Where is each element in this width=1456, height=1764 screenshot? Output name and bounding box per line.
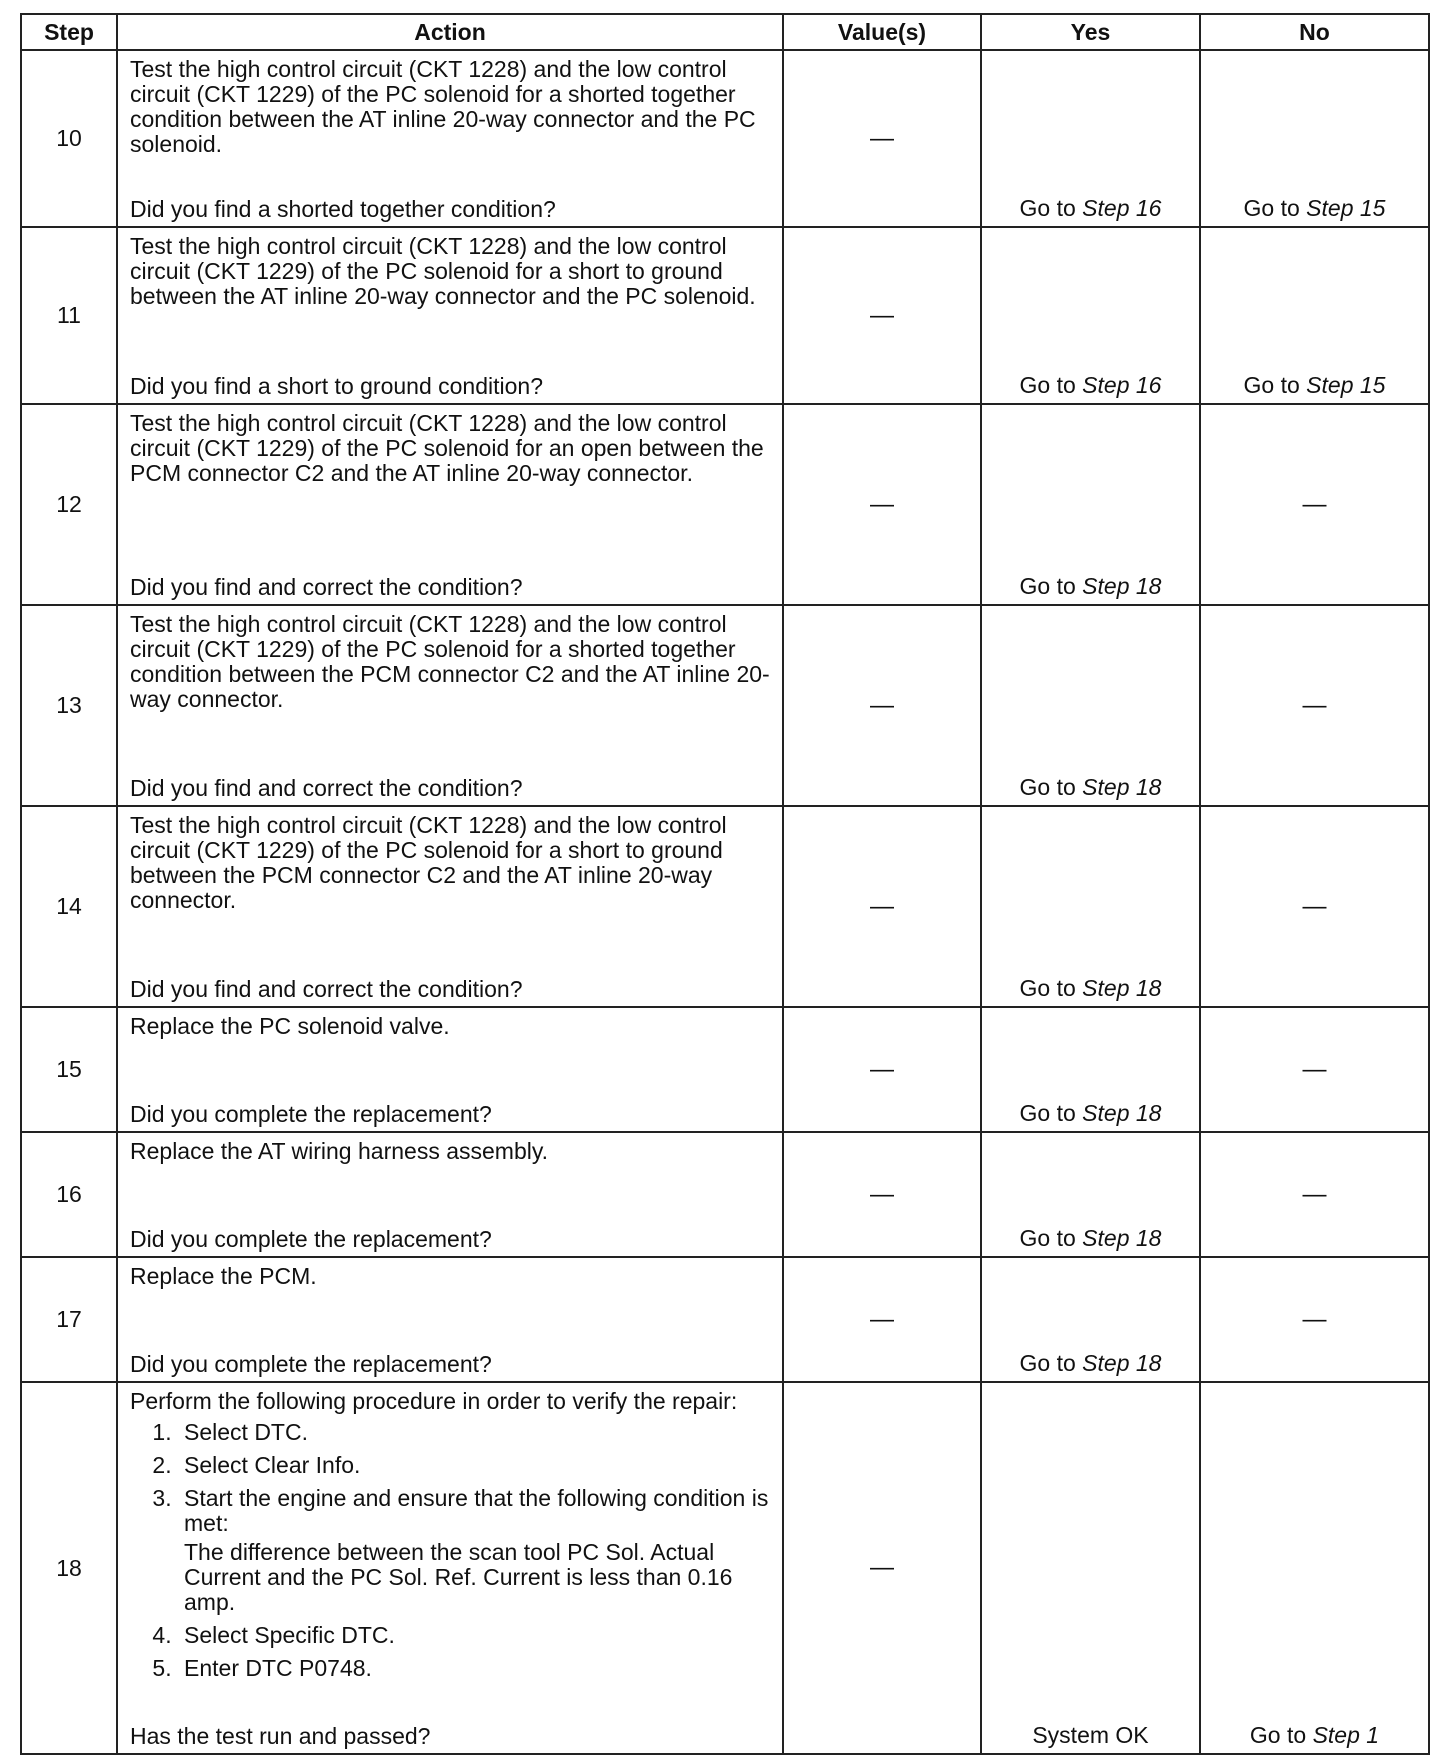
goto-label: Go to xyxy=(1019,1225,1076,1251)
action-text: Replace the PCM. xyxy=(130,1263,317,1289)
goto-label: Go to xyxy=(1019,774,1076,800)
action-cell xyxy=(117,50,783,227)
table-row xyxy=(21,1007,1429,1132)
no-cell: — xyxy=(1200,404,1429,605)
goto-label: Go to xyxy=(1243,372,1300,398)
table-row xyxy=(21,806,1429,1007)
goto-step-link: Step 15 xyxy=(1306,195,1386,221)
table-row xyxy=(21,227,1429,404)
step-number: 11 xyxy=(21,227,117,404)
condition-note: The difference between the scan tool PC Sol. Actual Current and the PC Sol. Ref. Current is less than 0.16 amp. xyxy=(184,1539,733,1615)
step-number: 16 xyxy=(21,1132,117,1257)
value-cell: — xyxy=(783,605,981,806)
action-cell xyxy=(117,605,783,806)
list-item: 2. Select Clear Info. xyxy=(178,1453,772,1478)
action-text: Test the high control circuit (CKT 1228) and the low control circuit (CKT 1229) of the PC solenoid for a shorted together condition between the AT inline 20-way connector and the PC solenoid. xyxy=(130,56,756,157)
action-text: Perform the following procedure in order to verify the repair: xyxy=(130,1388,738,1414)
table-row xyxy=(21,1382,1429,1754)
goto-step-link: Step 18 xyxy=(1082,1350,1162,1376)
goto-step-link: Step 18 xyxy=(1082,1100,1162,1126)
goto-label: Go to xyxy=(1019,195,1076,221)
goto-step-link: Step 18 xyxy=(1082,573,1162,599)
diagnostic-table xyxy=(20,13,1430,1755)
table-row xyxy=(21,1257,1429,1382)
action-text: Test the high control circuit (CKT 1228) and the low control circuit (CKT 1229) of the PC solenoid for a shorted together condition between the PCM connector C2 and the AT inline 20-way connector. xyxy=(130,611,770,712)
action-text: Test the high control circuit (CKT 1228) and the low control circuit (CKT 1229) of the PC solenoid for a short to ground between the AT inline 20-way connector and the PC solenoid. xyxy=(130,233,756,309)
table-row xyxy=(21,404,1429,605)
no-cell xyxy=(1200,50,1429,227)
action-question: Did you find and correct the condition? xyxy=(130,775,523,801)
value-cell: — xyxy=(783,1382,981,1754)
yes-cell xyxy=(981,227,1200,404)
step-number: 13 xyxy=(21,605,117,806)
table-row xyxy=(21,50,1429,227)
action-text: Replace the AT wiring harness assembly. xyxy=(130,1138,549,1164)
step-number: 17 xyxy=(21,1257,117,1382)
no-cell: — xyxy=(1200,1132,1429,1257)
goto-step-link: Step 1 xyxy=(1312,1722,1380,1748)
action-question: Did you find and correct the condition? xyxy=(130,976,523,1002)
yes-cell xyxy=(981,404,1200,605)
yes-cell: System OK xyxy=(981,1382,1200,1754)
step-number: 18 xyxy=(21,1382,117,1754)
action-question: Did you complete the replacement? xyxy=(130,1351,492,1377)
goto-label: Go to xyxy=(1019,975,1076,1001)
value-cell: — xyxy=(783,227,981,404)
goto-step-link: Step 15 xyxy=(1306,372,1386,398)
table-row xyxy=(21,605,1429,806)
action-question: Has the test run and passed? xyxy=(130,1723,431,1749)
goto-label: Go to xyxy=(1019,372,1076,398)
header-row xyxy=(21,14,1429,50)
diagnostic-table-page xyxy=(20,13,1428,1755)
no-cell: — xyxy=(1200,605,1429,806)
goto-label: Go to xyxy=(1249,1722,1307,1748)
no-cell: — xyxy=(1200,1257,1429,1382)
yes-cell xyxy=(981,605,1200,806)
list-item: 5. Enter DTC P0748. xyxy=(178,1656,772,1681)
goto-label: Go to xyxy=(1019,1100,1076,1126)
list-item: 1. Select DTC. xyxy=(178,1420,772,1445)
step-number: 14 xyxy=(21,806,117,1007)
header-values: Value(s) xyxy=(783,14,981,50)
goto-step-link: Step 18 xyxy=(1082,774,1162,800)
yes-cell xyxy=(981,1007,1200,1132)
action-cell xyxy=(117,1257,783,1382)
goto-step-link: Step 18 xyxy=(1082,975,1162,1001)
header-yes: Yes xyxy=(981,14,1200,50)
action-cell xyxy=(117,806,783,1007)
goto-label: Go to xyxy=(1019,1350,1076,1376)
action-cell xyxy=(117,404,783,605)
no-cell xyxy=(1200,1382,1429,1754)
value-cell: — xyxy=(783,806,981,1007)
header-no: No xyxy=(1200,14,1429,50)
action-question: Did you find a shorted together condition? xyxy=(130,196,556,222)
step-number: 15 xyxy=(21,1007,117,1132)
action-cell xyxy=(117,1007,783,1132)
goto-label: Go to xyxy=(1019,573,1076,599)
no-cell xyxy=(1200,227,1429,404)
yes-cell xyxy=(981,50,1200,227)
table-row xyxy=(21,1132,1429,1257)
action-cell xyxy=(117,227,783,404)
action-question: Did you find and correct the condition? xyxy=(130,574,523,600)
step-number: 10 xyxy=(21,50,117,227)
action-text: Test the high control circuit (CKT 1228) and the low control circuit (CKT 1229) of the PC solenoid for a short to ground between the PCM connector C2 and the AT inline 20-way connector. xyxy=(130,812,727,913)
action-text: Test the high control circuit (CKT 1228) and the low control circuit (CKT 1229) of the PC solenoid for an open between the PCM connector C2 and the AT inline 20-way connector. xyxy=(130,410,764,486)
value-cell: — xyxy=(783,404,981,605)
value-cell: — xyxy=(783,1132,981,1257)
list-item: 3. Start the engine and ensure that the following condition is met: The difference between the scan tool PC Sol. Actual Current and the PC Sol. Ref. Current is less than 0.16 amp. xyxy=(178,1486,772,1615)
list-item: 4. Select Specific DTC. xyxy=(178,1623,772,1648)
goto-label: Go to xyxy=(1243,195,1300,221)
goto-step-link: Step 18 xyxy=(1082,1225,1162,1251)
action-cell xyxy=(117,1382,783,1754)
action-cell xyxy=(117,1132,783,1257)
goto-step-link: Step 16 xyxy=(1082,195,1162,221)
header-step: Step xyxy=(21,14,117,50)
value-cell: — xyxy=(783,1007,981,1132)
procedure-list xyxy=(130,1420,772,1681)
value-cell: — xyxy=(783,1257,981,1382)
header-action: Action xyxy=(117,14,783,50)
yes-cell xyxy=(981,1257,1200,1382)
yes-cell xyxy=(981,806,1200,1007)
yes-cell xyxy=(981,1132,1200,1257)
no-cell: — xyxy=(1200,806,1429,1007)
action-question: Did you complete the replacement? xyxy=(130,1101,492,1127)
no-cell: — xyxy=(1200,1007,1429,1132)
value-cell: — xyxy=(783,50,981,227)
step-number: 12 xyxy=(21,404,117,605)
action-question: Did you find a short to ground condition? xyxy=(130,373,543,399)
action-question: Did you complete the replacement? xyxy=(130,1226,492,1252)
action-text: Replace the PC solenoid valve. xyxy=(130,1013,450,1039)
goto-step-link: Step 16 xyxy=(1082,372,1162,398)
